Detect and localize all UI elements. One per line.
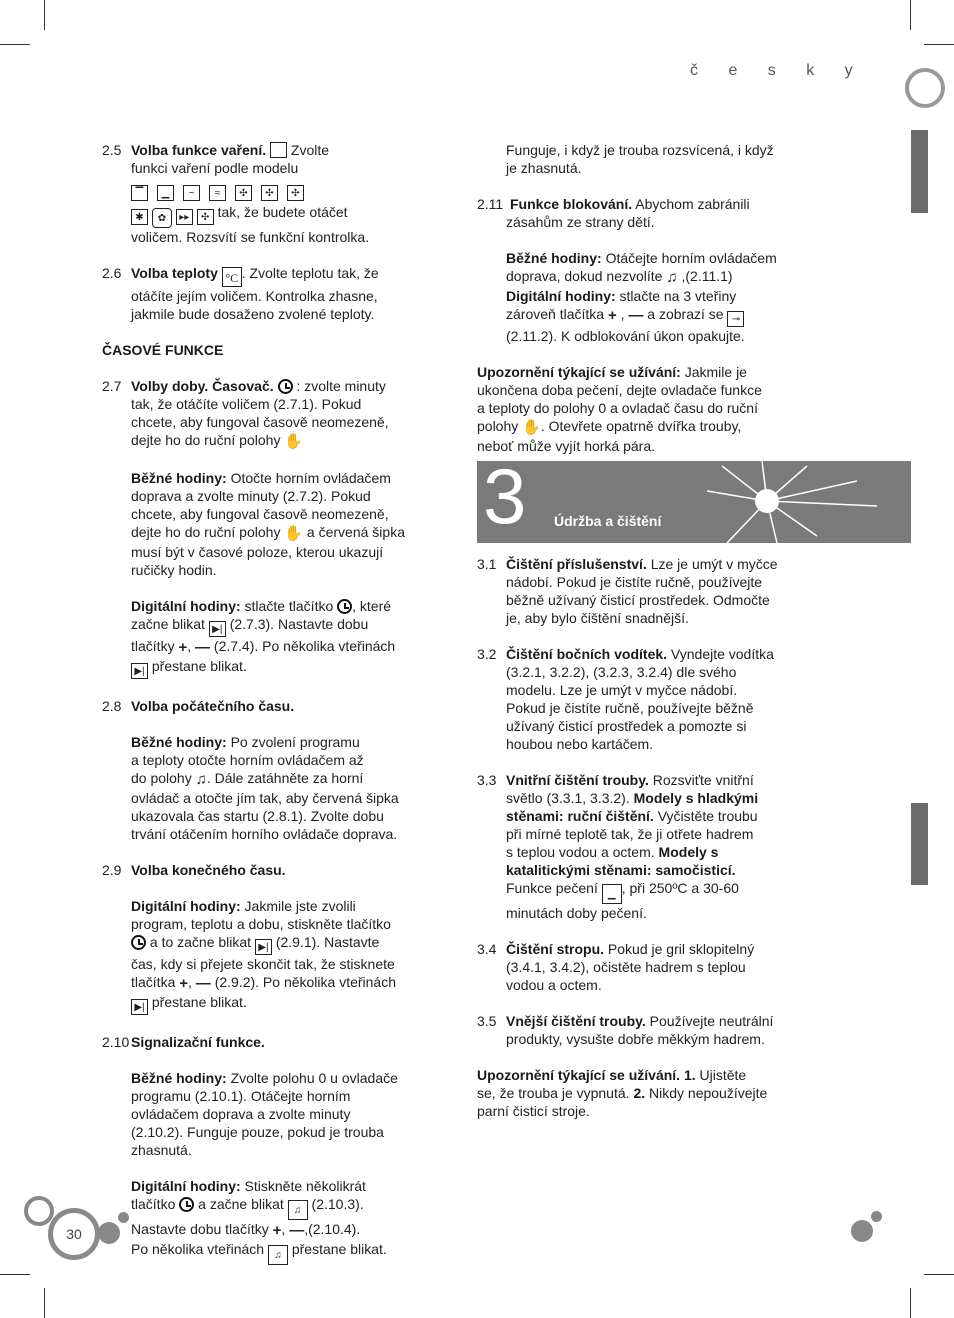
decor-dot bbox=[98, 1222, 120, 1244]
defrost-icon: ✱ bbox=[131, 209, 148, 225]
right-column-lower bbox=[477, 555, 807, 1120]
minus-icon: — bbox=[195, 639, 211, 656]
section-2-6: 2.6 Volba teploty °C . Zvolte teplotu tak, že otáčíte jejím voličem. Kontrolka zhasne, jakmile bude dosaženo zvolené teploty. bbox=[102, 265, 379, 322]
section-3-5: 3.5 Vnější čištění trouby. Používejte neutrální produkty, vysušte dobře měkkým hadrem. bbox=[477, 1013, 774, 1047]
bell-icon: ♫ bbox=[666, 269, 678, 286]
hand-icon: ✋ bbox=[284, 433, 304, 450]
section-3-1: 3.1 Čištění příslušenství. Lze je umýt v myčce nádobí. Pokud je čistíte ručně, používejte běžně užívaný čisticí prostředek. Odmočte je, aby bylo čištění snadnější. bbox=[477, 556, 778, 626]
fan-icon: ✣ bbox=[287, 185, 304, 201]
usage-warning-2: Upozornění týkající se užívání. 1. Ujistěte se, že trouba je vypnutá. 2. Nikdy nepoužívejte parní čisticí stroje. bbox=[477, 1067, 768, 1119]
section-3-4: 3.4 Čištění stropu. Pokud je gril sklopitelný (3.4.1, 3.4.2), očistěte hadrem s teplou vodou a octem. bbox=[477, 941, 755, 993]
blink-icon: ▶| bbox=[131, 663, 148, 679]
sparkle-icon bbox=[707, 461, 887, 543]
clock-icon bbox=[278, 379, 293, 394]
section-2-10-continued: Funguje, i když je trouba rozsvícená, i když je zhasnutá. bbox=[506, 142, 774, 176]
fan-icon: ✣ bbox=[235, 185, 252, 201]
hand-icon: ✋ bbox=[284, 525, 304, 542]
minus-icon: — bbox=[195, 975, 211, 992]
usage-warning-1: Upozornění týkající se užívání: Jakmile je ukončena doba pečení, dejte ovladače funkce a teploty do polohy 0 a ovladač času do ruční polohy ✋. Otevřete opatrně dvířka trouby, neboť může vyjít horká pára. bbox=[477, 364, 762, 454]
plus-icon: + bbox=[607, 307, 617, 324]
clock-icon bbox=[131, 935, 146, 950]
section-title: Údržba a čištění bbox=[554, 513, 662, 529]
section-number: 3 bbox=[483, 461, 527, 540]
time-functions-heading: ČASOVÉ FUNKCE bbox=[102, 342, 224, 358]
right-column bbox=[477, 141, 807, 455]
minus-icon: — bbox=[289, 1222, 305, 1239]
decor-dot bbox=[118, 1212, 129, 1223]
hand-icon: ✋ bbox=[522, 419, 541, 436]
function-icons-row-1 bbox=[131, 179, 432, 201]
bell-icon: ♫ bbox=[195, 771, 207, 788]
plus-icon: + bbox=[179, 975, 189, 992]
section-2-8: 2.8 Volba počátečního času. Běžné hodiny: Po zvolení programu a teploty otočte horním ovládačem až do polohy ♫. Dále zatáhněte za horní ovládač a otočte jím tak, aby červená šipka ukazovala čas startu (2.8.1). Zvolte dobu trvání otáčením horního ovládače doprava. bbox=[102, 698, 399, 842]
blink-icon: ▶| bbox=[209, 621, 226, 637]
grill-icon: ~ bbox=[183, 185, 200, 201]
oven-icon bbox=[270, 142, 287, 158]
section-3-banner bbox=[477, 461, 911, 543]
grill-icon: ≈ bbox=[209, 185, 226, 201]
fast-icon: ▸▸ bbox=[176, 209, 193, 225]
plus-icon: + bbox=[272, 1222, 282, 1239]
temperature-icon: °C bbox=[222, 267, 242, 287]
section-3-3: 3.3 Vnitřní čištění trouby. Rozsviťte vnitřní světlo (3.3.1, 3.3.2). Modely s hladkými stěnami: ruční čištění. Vyčistěte troubu při mírné teplotě tak, že ji otřete hadrem s teplou vodou a octem. Modely s katalitickými stěnami: samočisticí. Funkce pečení ▁ , při 250ºC a 30-60 minutách doby pečení. bbox=[477, 772, 759, 921]
decor-ring-bottom bbox=[24, 1196, 54, 1226]
section-2-10: 2.10 Signalizační funkce. Běžné hodiny: Zvolte polohu 0 u ovladače programu (2.10.1). Otáčejte horním ovládačem doprava a zvolte minuty (2.10.2). Funguje pouze, pokud je trouba zhasnutá. Digitální hodiny: Stiskněte několikrát tlačítko a začne blikat ♫ (2.10.3). Nastavte dobu tlačítky +, —,(2.10.4). Po několika vteřinách ♫ přestane blikat. bbox=[102, 1033, 432, 1265]
clock-icon bbox=[179, 1197, 194, 1212]
minus-icon: — bbox=[628, 307, 644, 324]
section-2-11: 2.11 Funkce blokování. Abychom zabránili zásahům ze strany dětí. Běžné hodiny: Otáčejte horním ovládačem doprava, dokud nezvolíte ♫ ,(2.11.1) Digitální hodiny: stlačte na 3 vteřiny zároveň tlačítka + , — a zobrazí se ⊸ (2.11.2). K odblokování úkon opakujte. bbox=[477, 196, 777, 344]
bell-icon: ♫ bbox=[288, 1200, 308, 1220]
left-column bbox=[102, 141, 432, 1265]
clock-icon bbox=[337, 599, 352, 614]
oven-icon: ▔ bbox=[131, 185, 148, 201]
bell-icon: ♫ bbox=[268, 1245, 288, 1265]
section-2-9: 2.9 Volba konečného času. Digitální hodiny: Jakmile jste zvolili program, teplotu a dobu, stiskněte tlačítko a to začne blikat ▶| (2.9.1). Nastavte čas, kdy si přejete skončit tak, že stisknete tlačítka +, — (2.9.2). Po několika vteřinách ▶| přestane blikat. bbox=[102, 862, 397, 1013]
page-number: 30 bbox=[48, 1208, 100, 1260]
oven-icon: ▁ bbox=[157, 185, 174, 201]
section-2-5: 2.5 Volba funkce vaření. Zvolte funkci vaření podle modelu ▔ ▁ ~ ≈ ✣ ✣ ✣ ✱ ✿ ▸▸ ✣ tak, že budete otáčet voličem. Rozsvítí se funkční kontrolka. bbox=[102, 141, 432, 246]
side-tab-top bbox=[911, 130, 928, 213]
key-icon: ⊸ bbox=[727, 311, 744, 327]
plus-icon: + bbox=[178, 639, 188, 656]
decor-ring-top bbox=[905, 68, 945, 108]
fan-icon: ✣ bbox=[261, 185, 278, 201]
fan-icon: ✣ bbox=[197, 209, 214, 225]
decor-dot bbox=[851, 1220, 873, 1242]
language-label: č e s k y bbox=[690, 62, 866, 79]
section-2-7: 2.7 Volby doby. Časovač. : zvolte minuty tak, že otáčíte voličem (2.7.1). Pokud chcete, aby fungoval časově neomezeně, dejte ho do ruční polohy ✋ Běžné hodiny: Otočte horním ovládačem doprava a zvolte minuty (2.7.2). Pokud chcete, aby fungoval časově neomezeně, dejte ho do ruční polohy ✋ a červená šipka musí být v časové poloze, kterou ukazují ručičky hodin. Digitální hodiny: stlačte tlačítko , které začne blikat ▶| (2.7.3). Nastavte dobu tlačítky +, — (2.7.4). Po několika vteřinách ▶| přestane blikat. bbox=[102, 378, 405, 677]
oven-icon: ▁ bbox=[602, 884, 622, 904]
side-tab-bottom bbox=[911, 803, 928, 885]
fan-icon: ✿ bbox=[152, 208, 172, 228]
blink-icon: ▶| bbox=[131, 999, 148, 1015]
decor-dot bbox=[871, 1211, 882, 1222]
section-3-2: 3.2 Čištění bočních vodítek. Vyndejte vodítka (3.2.1, 3.2.2), (3.2.3, 3.2.4) dle svého modelu. Lze je umýt v myčce nádobí. Pokud je čistíte ručně, používejte běžně užívaný čisticí prostředek a pomozte si houbou nebo kartáčem. bbox=[477, 646, 774, 752]
blink-icon: ▶| bbox=[255, 939, 272, 955]
